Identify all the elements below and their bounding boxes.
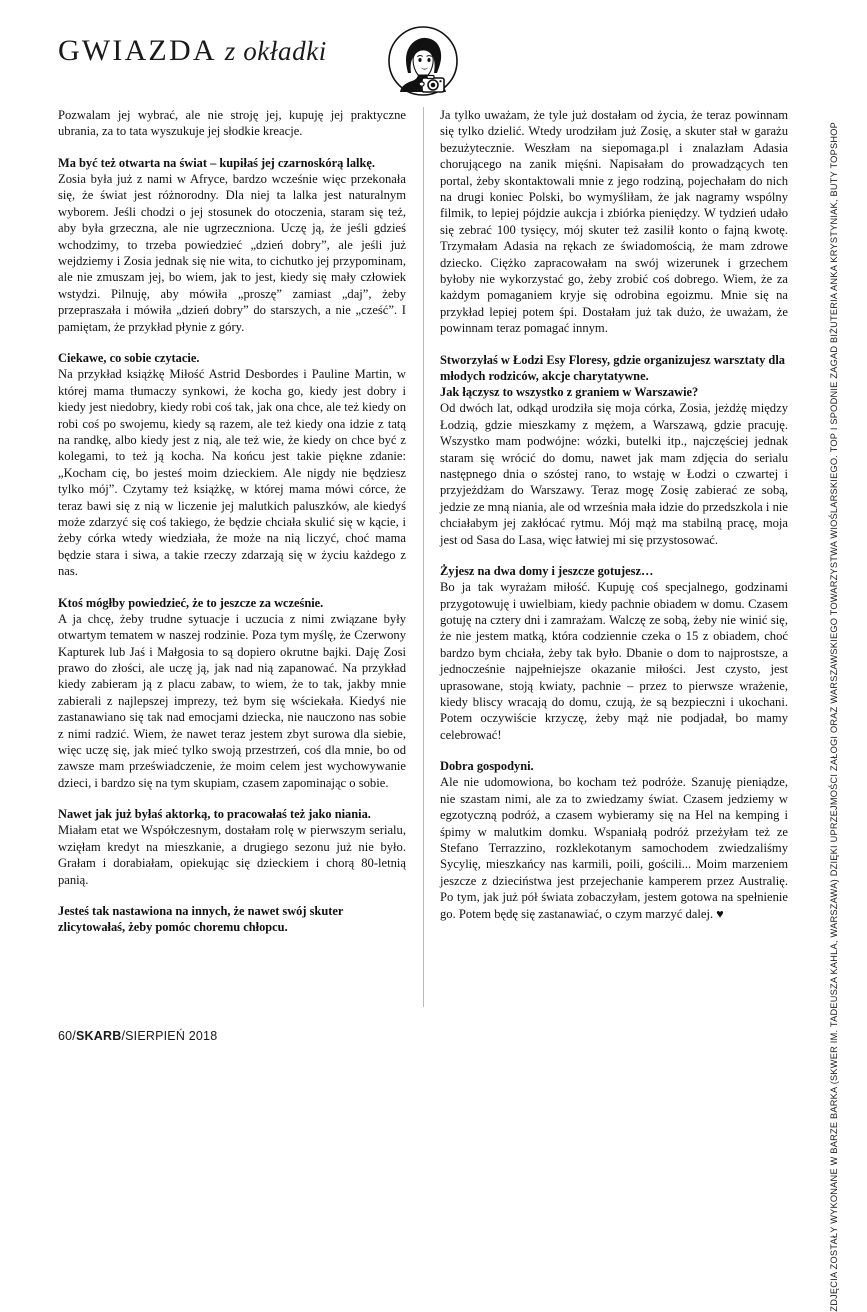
interview-question: Stworzyłaś w Łodzi Esy Floresy, gdzie organizujesz warsztaty dla młodych rodziców, akcje charytatywne. [440, 352, 785, 383]
paragraph: Ale nie udomowiona, bo kocham też podróże. Szanuję pieniądze, nie szastam nimi, ale za to zwiedzamy świat. Czasem jedziemy w egzotyczną podróż, a czasem wybieramy się na Hel na kemping i śpimy w malutkim domku. Wspaniałą podróż przeżyłam też ze Stefano Terrazzino, rozklekotanym samochodem zwiedzaliśmy Sycylię, mieszkańcy nas karmili, poili, gościli... Moim marzeniem jeszcze z dzieciństwa jest przejechanie kamperem przez Australię. Po tym, jak już pół świata zobaczyłam, jestem gotowa na spełnienie go. Potem będę się zastanawiać, o czym marzyć dalej. ♥ [440, 775, 788, 921]
page-title-italic: z okładki [224, 36, 327, 66]
interview-question: Jak łączysz to wszystko z graniem w Warszawie? [440, 385, 699, 400]
article-column-left [58, 107, 406, 935]
column-divider [423, 107, 424, 1007]
interview-question: Ma być też otwarta na świat – kupiłaś jej czarnoskórą lalkę. [58, 155, 375, 170]
interview-question: Dobra gospodyni. [440, 759, 534, 774]
magazine-brand: SKARB [75, 1029, 122, 1043]
paragraph: Miałam etat we Współczesnym, dostałam rolę w pierwszym serialu, wzięłam kredyt na mieszkanie, a drugiego sezonu już nie było. Grałam i dorabiałam, opiekując się dzieckiem i chorą 80-letnią panią. [58, 823, 406, 887]
paragraph: Od dwóch lat, odkąd urodziła się moja córka, Zosia, jeżdżę między Łodzią, gdzie mieszkamy z mężem, a Warszawą, gdzie pracuję. Wszystko mam podwójne: wózki, butelki itp., najczęściej jednak staram się wrócić do domu, nawet jak mam zdjęcia do serialu następnego dnia o szóstej rano, to wstaję w Łodzi o czwartej i przyjeżdżam do Warszawy. Teraz mogę Zosię zabierać ze sobą, jedzie ze mną niania, ale od września mała idzie do przedszkola i nie chciałabym jej zakłócać rytmu. Mój mąż ma stabilną pracę, moja jest od Sasa do Lasa, więc łatwiej mi się przystosować. [440, 401, 788, 547]
paragraph: Pozwalam jej wybrać, ale nie stroję jej, kupuję jej praktyczne ubrania, za to tata wyszukuje jej słodkie kreacje. [58, 108, 406, 139]
page-number: 60/ [58, 1029, 76, 1043]
woman-with-camera-logo [388, 26, 458, 96]
paragraph: A ja chcę, żeby trudne sytuacje i uczucia z nimi związane były otwartym tematem w naszej rodzinie. Poza tym myślę, że Czerwony Kapturek lub Jaś i Małgosia to są dopiero okrutne bajki. Daję Zosi prawo do złości, ale uczę ją, jak nad nią zapanować. Na przykład kiedy zabieram ją z placu zabaw, to wiem, że to tak, jakby mnie zabierali z najlepszej imprezy, też bym się wściekała. Kiedyś nie zastanawiano się tak nad emocjami dziecka, nie nauczono nas sobie z nimi radzić. Wiem, że nawet teraz jestem zbyt surowa dla siebie, więc uczę się, jak mieć tylko swoją przestrzeń, coś dla mnie, bo od zawsze mam przeświadczenie, że moim celem jest wychowywanie dzieci, i bardzo się na tym skupiam, czasem zapominając o sobie. [58, 611, 406, 790]
page-title-main: GWIAZDA [58, 34, 216, 67]
paragraph: Ja tylko uważam, że tyle już dostałam od życia, że teraz powinnam się tylko dzielić. Wtedy urodziłam już Zosię, a skuter stał w garażu bezużytecznie. Weszłam na siepomaga.pl i znalazłam Adasia chorującego na zanik mięśni. Napisałam do prowadzących ten portal, żeby skontaktowali mnie z jego rodziną, pojechałam do nich na drugi koniec Polski, bo wymyśliłam, że jak nagramy wspólny filmik, to lepiej pójdzie aukcja i zbiórka pieniędzy. W tydzień udało się zebrać 100 tysięcy, mój skuter też zasilił konto o fajną kwotę. Trzymałam Adasia na rękach ze świadomością, że mam zdrowe dziecko. Ciężko zapracowałam na swój wizerunek i grzechem byłoby nie wykorzystać go, żeby zrobić coś dobrego. Wiem, że za każdym pomaganiem kryje się odrobina egoizmu. Mnie się na przykład lepiej potem śpi. Dostałam już tak dużo, że uważam, że powinnam teraz pomagać innym. [440, 108, 788, 336]
paragraph: Na przykład książkę Miłość Astrid Desbordes i Pauline Martin, w której mama tłumaczy synkowi, że kocha go, kiedy jest dobry i kiedy jest niedobry, kiedy robi coś tak, jak ona chce, ale też kiedy on robi coś po swojemu, kiedy są razem, ale też kiedy ona idzie z tatą na randkę, albo kiedy jest z nią, ale też wie, że kiedy on chce być z kolegami, to też ją kocha. Na końcu jest takie piękne zdanie: „Kocham cię, bo jesteś moim dzieckiem. Ale nigdy nie będziesz tylko mój”. Czytamy też książkę, w której mama mówi córce, że teraz bawi się z nią w liczenie jej malutkich paluszków, ale kiedyś może zdarzyć się coś takiego, że będzie chciała skulić się w kącie, i żeby córka wtedy wiedziała, że może na nią liczyć, choć mama będzie stara i siwa, a takie rzeczy zdarzają się w życiu każdego z nas. [58, 367, 406, 579]
article-column-right [440, 107, 788, 922]
issue-date: /SIERPIEŃ 2018 [121, 1029, 218, 1043]
interview-question: Jesteś tak nastawiona na innych, że nawet swój skuter zlicytowałaś, żeby pomóc choremu chłopcu. [58, 904, 344, 935]
photo-credits-text: ZDJĘCIA ZOSTAŁY WYKONANE W BARZE BARKA (SKWER IM. TADEUSZA KAHLA, WARSZAWA) DZIĘKI UPRZEJMOŚCI ZAŁOGI ORAZ WARSZAWSKIEGO TOWARZYSTWA WIOŚLARSKIEGO. TOP I SPODNIE ZAGAD BIŻUTERIA ANKA KRYSTYNIAK, BUTY TOPSHOP [829, 122, 839, 1312]
interview-question: Nawet jak już byłaś aktorką, to pracowałaś też jako niania. [58, 807, 371, 822]
paragraph: Zosia była już z nami w Afryce, bardzo wcześnie więc przekonała się, że świat jest różnorodny. Dla niej ta lalka jest naturalnym wyborem. Jeśli chodzi o jej stosunek do otoczenia, staram się też, aby była grzeczna, ale nie ugrzeczniona. Uczę ją, że jeśli gdzieś wchodzimy, to trzeba powiedzieć „dzień dobry”, ale jeśli już wejdziemy i Zosia jednak się nie wita, to cichutko jej przypominam, ale nie zmuszam jej, bo wiem, jak to jest, kiedy się mały człowiek wstydzi. Pilnuję, aby mówiła „proszę” zamiast „daj”, żeby przepraszała i mówiła „dzień dobry” do starszych, a nie „cześć”. I pamiętam, że przykład płynie z góry. [58, 172, 406, 334]
paragraph: Bo ja tak wyrażam miłość. Kupuję coś specjalnego, godzinami przygotowuję i uwielbiam, kiedy pachnie obiadem w domu. Czasem gotuję na cztery dni i zamrażam. Walczę ze sobą, żeby nie winić się, że nie jestem matką, która codziennie czeka o 15 z obiadem, choć bardzo bym chciała, żeby tak było. Dbanie o dom to najprostsze, a jednocześnie najpełniejsze okazanie miłości. Jest czysto, jest uprasowane, stoją kwiaty, pachnie – przez to pierwsze wrażenie, kiedy bliscy wracają do domu, czują, że są bezpieczni i ukochani. Potem oczywiście krzyczę, żeby mąż nie podjadał, bo mamy celebrować! [440, 580, 788, 742]
interview-question: Żyjesz na dwa domy i jeszcze gotujesz… [440, 563, 654, 578]
interview-question: Ciekawe, co sobie czytacie. [58, 351, 200, 366]
interview-question: Ktoś mógłby powiedzieć, że to jeszcze za wcześnie. [58, 595, 324, 610]
photo-credits [829, 122, 853, 1312]
page-footer [58, 1029, 217, 1043]
